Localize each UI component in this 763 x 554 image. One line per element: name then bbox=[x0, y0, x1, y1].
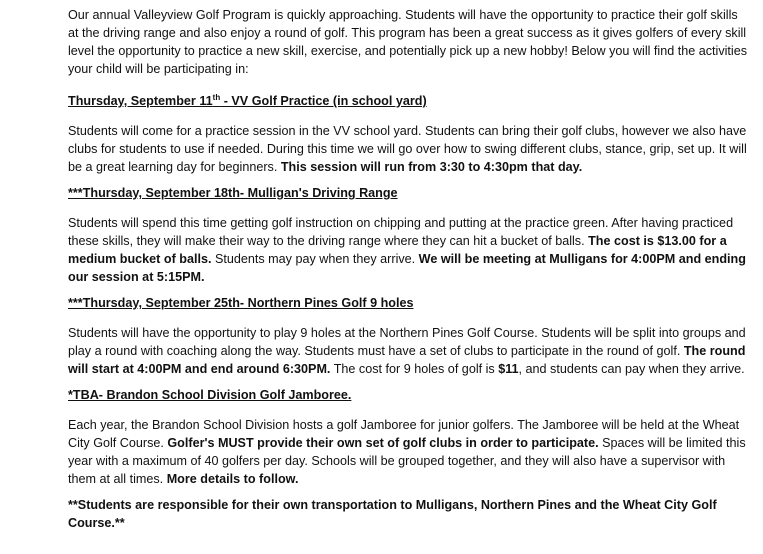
section-4-body bbox=[68, 416, 750, 488]
section-1-text: Students will come for a practice session in the VV school yard. Students can bring their golf clubs, however we also have clubs for students to use if needed. During this time we will go over how to swing different clubs, stance, grip, set up. It will be a great learning day for beginners. bbox=[68, 124, 747, 174]
section-2-text-2: Students may pay when they arrive. bbox=[211, 252, 419, 266]
section-3-bold-1: The round will start at 4:00PM and end around 6:30PM. bbox=[68, 344, 746, 376]
section-2-heading: ***Thursday, September 18th- Mulligan's Driving Range bbox=[68, 186, 398, 200]
intro-paragraph: Our annual Valleyview Golf Program is quickly approaching. Students will have the opportunity to practice their golf skills at the driving range and also enjoy a round of golf. This program has been a great success as it gives golfers of every skill level the opportunity to practice a new skill, exercise, and potentially pick up a new hobby! Below you will find the activities your child will be participating in: bbox=[68, 8, 748, 76]
section-1-heading-date: Thursday, September 11 bbox=[68, 94, 213, 108]
section-4-bold-1: Golfer's MUST provide their own set of golf clubs in order to participate. bbox=[167, 436, 599, 450]
section-1-heading-suffix: th bbox=[212, 92, 221, 102]
section-4-heading: *TBA- Brandon School Division Golf Jamboree. bbox=[68, 388, 352, 402]
section-3-body bbox=[68, 324, 750, 378]
section-2-bold-1: The cost is $13.00 for a medium bucket of balls. bbox=[68, 234, 727, 266]
section-2-body bbox=[68, 214, 750, 286]
section-1-body bbox=[68, 122, 750, 176]
section-3-bold-2: $11 bbox=[498, 362, 519, 376]
transportation-note: **Students are responsible for their own transportation to Mulligans, Northern Pines and the Wheat City Golf Course.** bbox=[68, 498, 717, 530]
section-4-text-2: Spaces will be limited this year with a maximum of 40 golfers per day. Schools will be grouped together, and they will also have a supervisor with them at all times. bbox=[68, 436, 746, 486]
section-3-text-1: Students will have the opportunity to play 9 holes at the Northern Pines Golf Course. Students will be split into groups and play a round with coaching along the way. Students must have a set of clubs to participate in the round of golf. bbox=[68, 326, 746, 358]
section-3-text-3: , and students can pay when they arrive. bbox=[518, 362, 745, 376]
section-4-text-1: Each year, the Brandon School Division hosts a golf Jamboree for junior golfers. The Jamboree will be held at the Wheat City Golf Course. bbox=[68, 418, 740, 450]
section-2-bold-2: We will be meeting at Mulligans for 4:00PM and ending our session at 5:15PM. bbox=[68, 252, 746, 284]
section-2-text-1: Students will spend this time getting golf instruction on chipping and putting at the practice green. After having practiced these skills, they will make their way to the driving range where they can hit a bucket of balls. bbox=[68, 216, 734, 248]
section-1-heading-title: - VV Golf Practice (in school yard) bbox=[220, 94, 427, 108]
section-1-heading bbox=[68, 92, 750, 110]
section-3-heading: ***Thursday, September 25th- Northern Pines Golf 9 holes bbox=[68, 296, 414, 310]
section-3-text-2: The cost for 9 holes of golf is bbox=[330, 362, 499, 376]
section-4-bold-2: More details to follow. bbox=[166, 472, 299, 486]
section-1-bold: This session will run from 3:30 to 4:30pm that day. bbox=[280, 160, 583, 174]
document-page bbox=[68, 6, 750, 532]
